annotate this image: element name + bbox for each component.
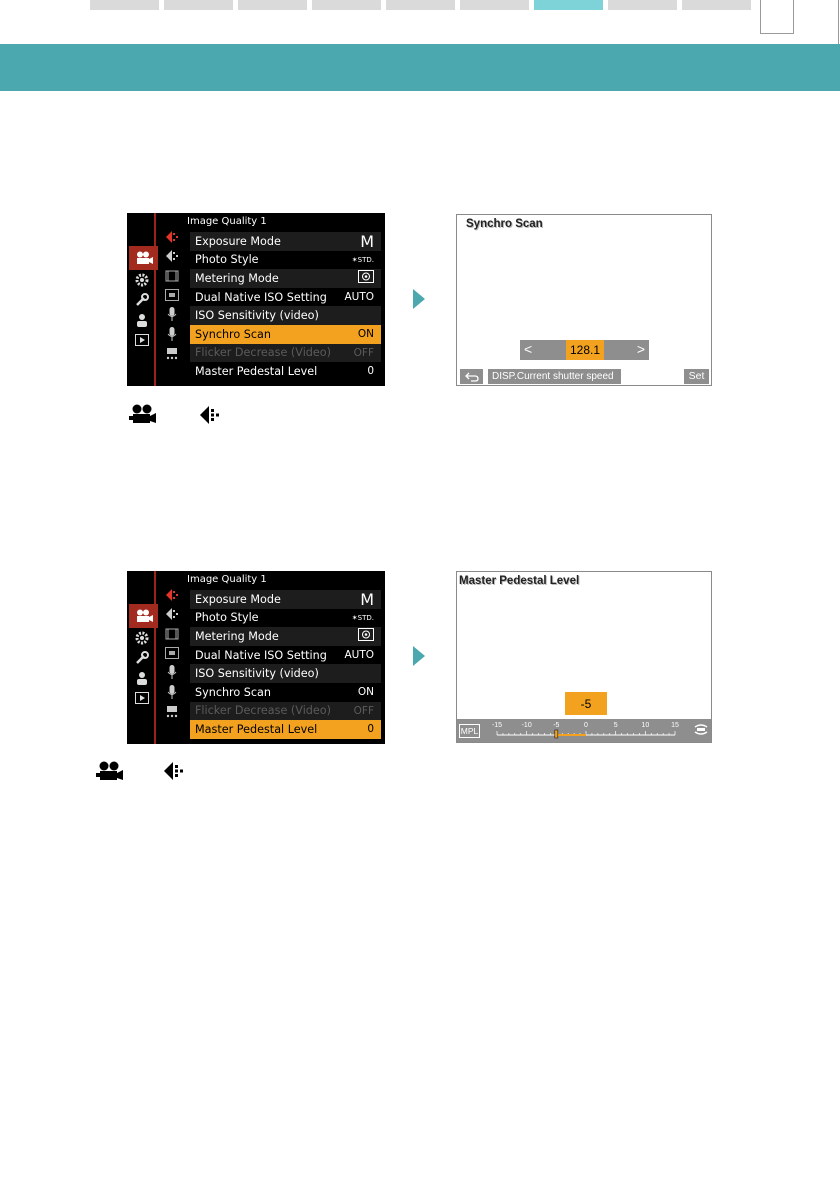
menu-title: Image Quality 1 [187,574,267,585]
microphone-icon[interactable] [164,306,180,322]
menu-row-label: Synchro Scan [195,327,272,341]
menu-row-exposure-mode[interactable] [190,232,381,251]
microphone-icon[interactable] [164,684,180,700]
image-quality-red-icon[interactable] [164,587,180,603]
menu-row-label: Exposure Mode [195,234,281,248]
selected-value: -5 [565,692,607,715]
level-scale-bar[interactable] [457,719,712,743]
scale-tick-label: -15 [491,722,503,729]
menu-row-label: Metering Mode [195,629,279,643]
chevron-right-icon[interactable]: > [636,341,645,357]
menu-row-label: Metering Mode [195,271,279,285]
screen-title: Master Pedestal Level [459,575,580,587]
video-settings-icon[interactable] [164,704,180,720]
menu-row-value: STD. [357,255,374,264]
level-scale [457,719,712,743]
menu-row-label: Master Pedestal Level [195,364,318,378]
menu-row-metering-mode[interactable] [190,269,381,288]
chevron-left-icon[interactable]: < [524,341,533,357]
menu-row-label: Dual Native ISO Setting [195,290,327,304]
menu-row-label: Flicker Decrease (Video) [195,704,332,718]
menu-row-value: 0 [367,365,374,378]
top-nav-tabs [90,0,751,10]
menu-row-value: AUTO [344,291,374,304]
menu-row-value: OFF [353,346,374,359]
dial-icon[interactable] [693,723,709,743]
focus-frame-icon[interactable] [164,287,180,303]
image-quality-icon[interactable] [164,606,180,622]
synchro-scan-screen [456,214,712,386]
menu-list [190,590,381,739]
playback-icon[interactable] [134,332,150,348]
menu-row-value: 0 [367,723,374,736]
photo-style-std-icon: ✶STD. [351,255,374,264]
scale-marker [555,730,558,738]
menu-row-label: Flicker Decrease (Video) [195,346,332,360]
menu-row-synchro-scan[interactable] [190,325,381,344]
scale-tick-label: -5 [553,722,560,729]
menu-row-metering-mode[interactable] [190,627,381,646]
metering-icon [358,270,374,286]
microphone-icon[interactable] [164,664,180,680]
menu-row-value: OFF [353,704,374,717]
selected-value: 128.1 [566,340,604,360]
scale-tick-label: 0 [584,722,588,729]
nav-tab[interactable] [460,0,529,10]
video-settings-icon[interactable] [164,346,180,362]
video-camera-icon[interactable] [129,246,158,270]
scale-tick-label: 5 [613,722,618,729]
page-number-box [760,0,794,34]
nav-tab[interactable] [386,0,455,10]
menu-row-value: AUTO [344,649,374,662]
focus-frame-icon[interactable] [164,645,180,661]
image-quality-icon [163,761,187,786]
gear-icon[interactable] [134,272,150,288]
menu-list [190,232,381,381]
value-selector[interactable] [520,340,649,360]
camera-menu-screen-2 [127,571,385,744]
mpl-label: MPL [460,726,479,736]
video-camera-icon[interactable] [129,604,158,628]
wrench-icon[interactable] [134,650,150,666]
menu-title: Image Quality 1 [187,216,267,227]
menu-row-iso-sensitivity[interactable] [190,306,381,325]
menu-subtabs [158,571,184,744]
menu-row-label: Photo Style [195,611,259,625]
nav-tab-active[interactable] [534,0,603,10]
arrow-right-icon [413,646,425,666]
menu-row-label: ISO Sensitivity (video) [195,667,319,681]
menu-subtabs [158,213,184,386]
menu-row-dual-native-iso[interactable] [190,288,381,307]
nav-tab[interactable] [238,0,307,10]
person-icon[interactable] [134,312,150,328]
disp-label: DISP. [492,371,517,382]
nav-tab[interactable] [90,0,159,10]
menu-row-value: ON [357,328,374,341]
set-button[interactable]: Set [684,369,709,384]
margin-divider [838,0,839,44]
menu-row-flicker-decrease [190,702,381,721]
menu-row-label: Photo Style [195,253,259,267]
menu-row-value: STD. [357,613,374,622]
menu-row-master-pedestal[interactable] [190,362,381,381]
person-icon[interactable] [134,670,150,686]
menu-row-flicker-decrease [190,344,381,363]
disp-hint-text: Current shutter speed [516,371,614,382]
menu-sidebar [127,571,156,744]
menu-row-synchro-scan[interactable] [190,683,381,702]
menu-row-dual-native-iso[interactable] [190,646,381,665]
camera-menu-screen-1 [127,213,385,386]
image-quality-red-icon[interactable] [164,229,180,245]
metering-icon [358,628,374,644]
menu-row-value: M [360,231,374,251]
menu-sidebar [127,213,156,386]
menu-row-photo-style[interactable] [190,251,381,270]
menu-row-iso-sensitivity[interactable] [190,664,381,683]
wrench-icon[interactable] [134,292,150,308]
nav-tab[interactable] [682,0,751,10]
disp-hint[interactable] [488,369,621,384]
menu-row-label: Master Pedestal Level [195,722,318,736]
menu-row-label: Dual Native ISO Setting [195,648,327,662]
screen-footer [457,366,712,386]
return-icon[interactable] [460,369,483,384]
screen-title: Synchro Scan [466,218,543,230]
menu-row-value: M [360,589,374,609]
photo-style-std-icon: ✶STD. [351,613,374,622]
menu-row-photo-style[interactable] [190,609,381,628]
nav-tab[interactable] [312,0,381,10]
image-quality-icon [199,405,223,430]
video-camera-icon [96,761,124,786]
scale-tick-label: -10 [521,722,532,729]
menu-row-label: Exposure Mode [195,592,281,606]
microphone-icon[interactable] [164,326,180,342]
menu-row-master-pedestal[interactable] [190,720,381,739]
master-pedestal-screen [456,571,712,743]
image-quality-icon[interactable] [164,248,180,264]
nav-tab[interactable] [608,0,677,10]
section-header-band [0,44,840,91]
menu-row-exposure-mode[interactable] [190,590,381,609]
scale-tick-label: 15 [671,722,679,729]
menu-row-value: ON [357,686,374,699]
menu-row-label: ISO Sensitivity (video) [195,309,319,323]
film-icon[interactable] [164,268,180,284]
film-icon[interactable] [164,626,180,642]
gear-icon[interactable] [134,630,150,646]
video-camera-icon [129,404,157,429]
playback-icon[interactable] [134,690,150,706]
menu-row-label: Synchro Scan [195,685,272,699]
arrow-right-icon [413,289,425,309]
scale-tick-label: 10 [641,722,650,729]
nav-tab[interactable] [164,0,233,10]
